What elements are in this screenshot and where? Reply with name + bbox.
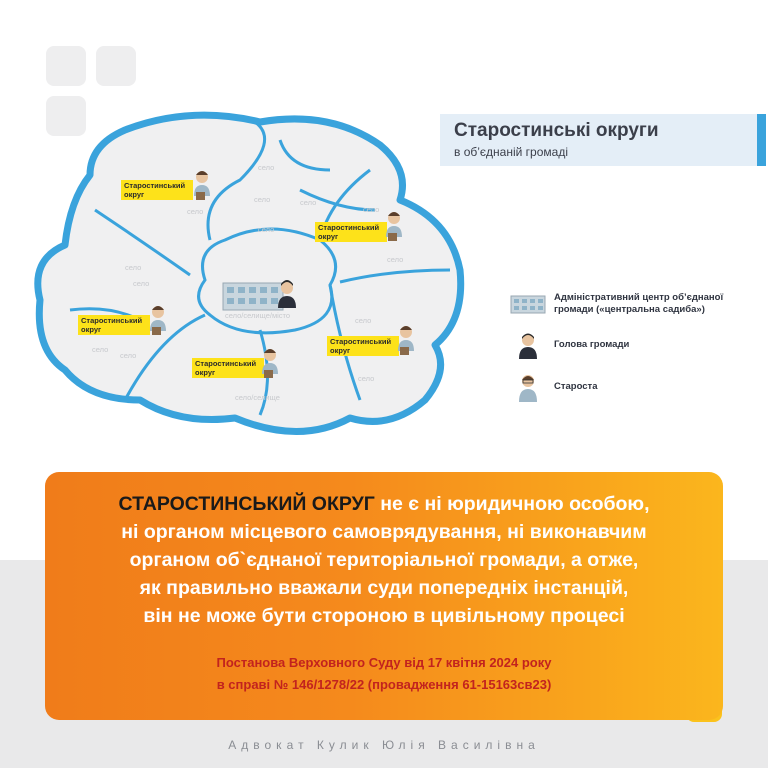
village-label: село [358, 374, 375, 383]
district-label: Старостинський [81, 316, 143, 325]
district-label: округ [318, 232, 339, 241]
village-label: село [355, 316, 372, 325]
district-label: Старостинський [330, 337, 392, 346]
community-map [30, 100, 490, 450]
building-icon [510, 289, 546, 319]
district-label: Старостинський [318, 223, 380, 232]
court-reference: Постанова Верховного Суду від 17 квітня 2024 року в справі № 146/1278/22 (провадження 61-15163св23) [216, 655, 552, 692]
district-label: округ [81, 325, 102, 334]
page-subtitle: в об’єднаній громаді [454, 145, 568, 159]
district-label: Старостинський [195, 359, 257, 368]
district-label: округ [195, 368, 216, 377]
banner-statement: СТАРОСТИНСЬКИЙ ОКРУГ не є ні юридичною особою, ні органом місцевого самоврядування, ні виконавчим органом об`єднаної територіальної громади, а отже, як правильно вважали суди попередніх інстанцій, він не може бути стороною в цивільному процесі [118, 493, 650, 627]
village-label: село [387, 255, 404, 264]
author-signature: Адвокат Кулик Юлія Василівна [228, 738, 540, 752]
village-label: село [187, 207, 204, 216]
village-label: село [258, 163, 275, 172]
settlement-label: село/селище [235, 393, 280, 402]
quote-banner [45, 472, 723, 720]
village-label: село [133, 279, 150, 288]
legend-label: Староста [554, 381, 598, 392]
decor-square [96, 46, 136, 86]
district-label: Старостинський [124, 181, 186, 190]
legend-item-admin-center [510, 289, 760, 319]
elder-person-icon [510, 372, 546, 402]
district-label: округ [330, 346, 351, 355]
village-label: село [300, 198, 317, 207]
building-icon [223, 283, 283, 310]
village-label: село [120, 351, 137, 360]
village-label: село [258, 225, 275, 234]
legend-label: Адміністративний центр об’єднаної громади («центральна садиба») [554, 292, 724, 315]
legend-item-elder [510, 372, 760, 402]
village-label: село [254, 195, 271, 204]
page-title: Старостинські округи [454, 120, 659, 141]
legend-item-head [510, 330, 760, 360]
banner-highlight: СТАРОСТИНСЬКИЙ ОКРУГ [118, 493, 375, 515]
head-person-icon [510, 330, 546, 360]
district-label: округ [124, 190, 145, 199]
village-label: село [125, 263, 142, 272]
decor-square [46, 46, 86, 86]
legend-label: Голова громади [554, 339, 630, 350]
title-card [440, 114, 766, 166]
village-label: село [363, 205, 380, 214]
village-label: село [92, 345, 109, 354]
center-label: село/селище/місто [225, 311, 291, 320]
